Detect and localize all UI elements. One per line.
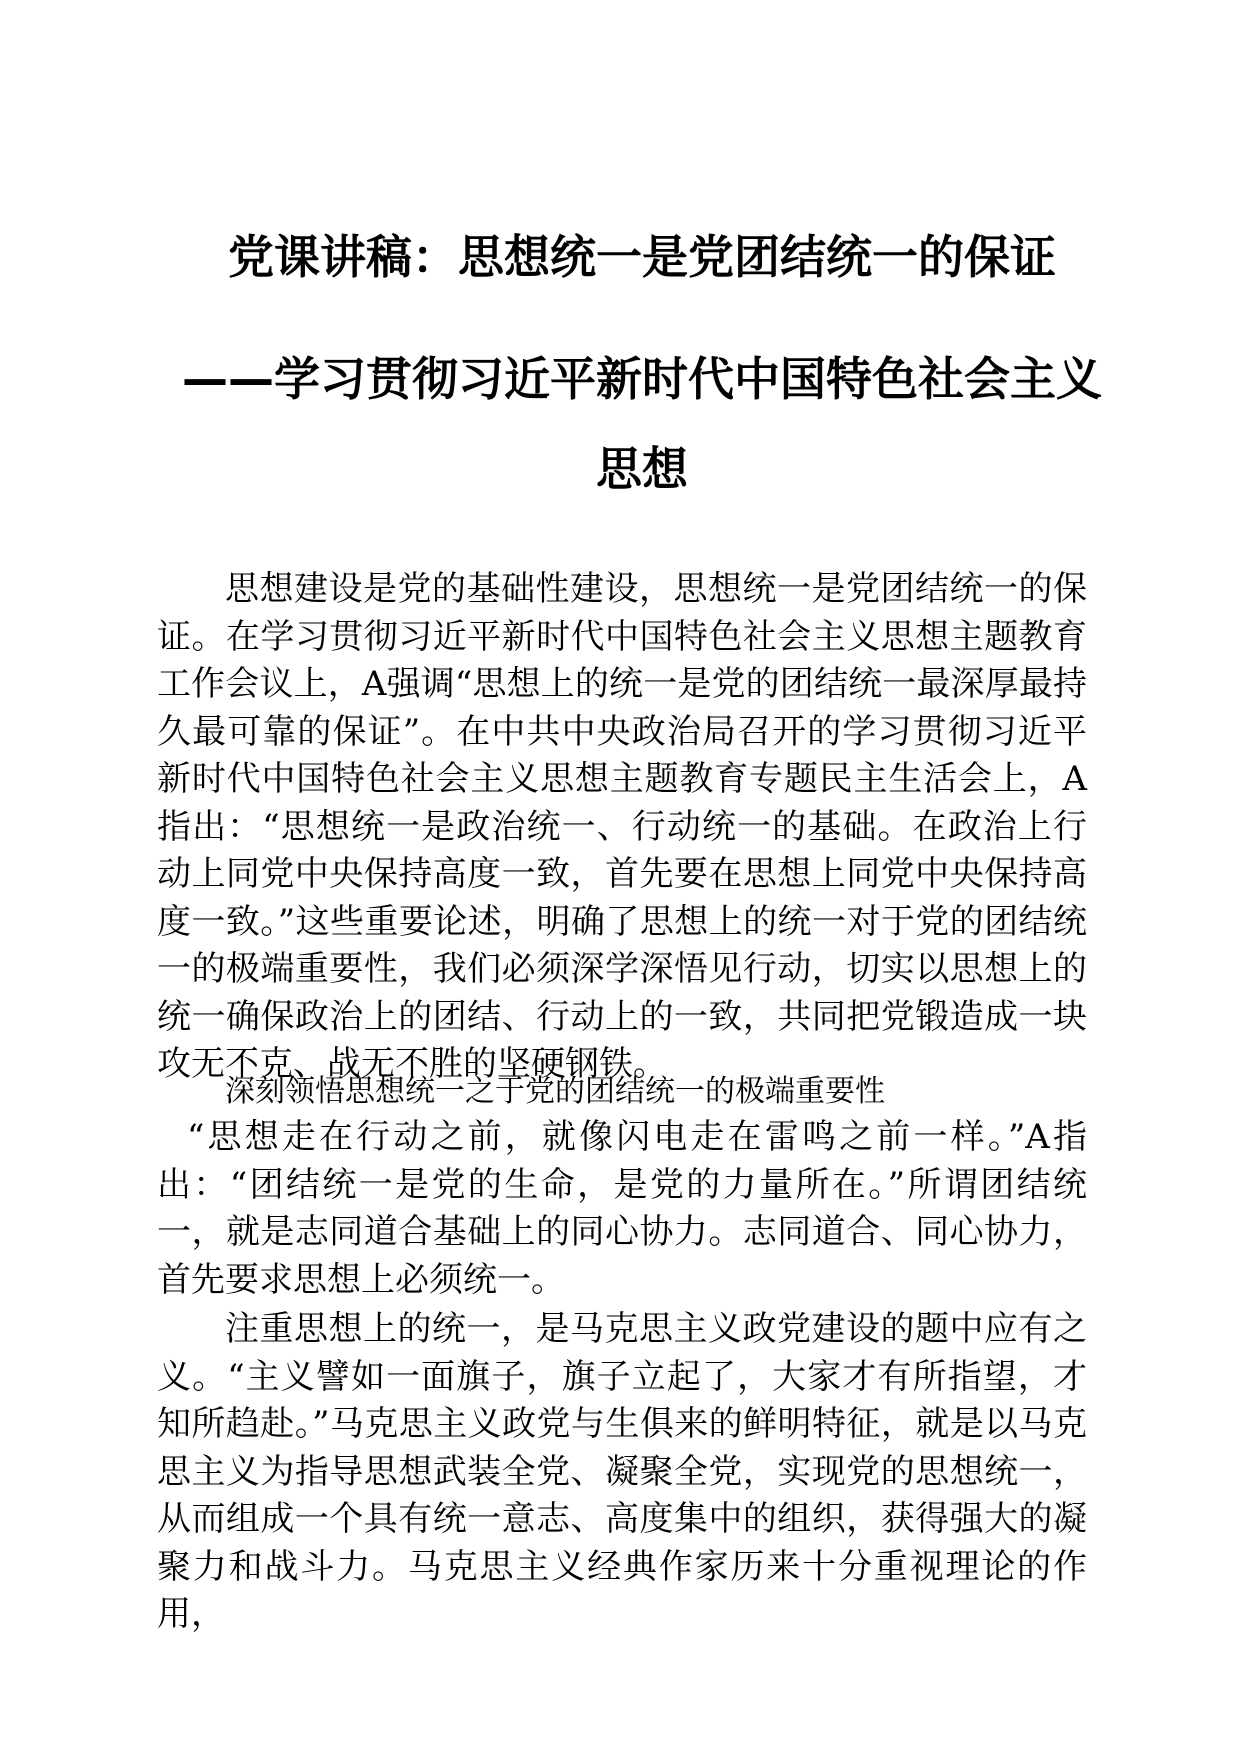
paragraph-intro: 思想建设是党的基础性建设，思想统一是党团结统一的保证。在学习贯彻习近平新时代中国特色社会主义思想主题教育工作会议上，A强调“思想上的统一是党的团结统一最深厚最持久最可靠的保证”。在中共中央政治局召开的学习贯彻习近平新时代中国特色社会主义思想主题教育专题民主生活会上，A指出：“思想统一是政治统一、行动统一的基础。在政治上行动上同党中央保持高度一致，首先要在思想上同党中央保持高度一致。”这些重要论述，明确了思想上的统一对于党的团结统一的极端重要性，我们必须深学深悟见行动，切实以思想上的统一确保政治上的团结、行动上的一致，共同把党锻造成一块攻无不克、战无不胜的坚硬钢铁。 — [157, 569, 1087, 1084]
paragraph-2: “思想走在行动之前，就像闪电走在雷鸣之前一样。”A指出：“团结统一是党的生命，是党的力量所在。”所谓团结统一，就是志同道合基础上的同心协力。志同道合、同心协力，首先要求思想上必须统一。 — [157, 1117, 1087, 1300]
paragraph-3: 注重思想上的统一，是马克思主义政党建设的题中应有之义。“主义譬如一面旗子，旗子立起了，大家才有所指望，才知所趋赴。”马克思主义政党与生俱来的鲜明特征，就是以马克思主义为指导思想武装全党、凝聚全党，实现党的思想统一，从而组成一个具有统一意志、高度集中的组织，获得强大的凝聚力和战斗力。马克思主义经典作家历来十分重视理论的作用， — [157, 1309, 1087, 1634]
section-heading: 深刻领悟思想统一之于党的团结统一的极端重要性 — [225, 1074, 885, 1109]
document-title-line-1: 党课讲稿：思想统一是党团结统一的保证 — [228, 230, 1056, 284]
document-title-line-2: ——学习贯彻习近平新时代中国特色社会主义 — [182, 352, 1102, 406]
document-title-line-3: 思想 — [596, 442, 688, 496]
